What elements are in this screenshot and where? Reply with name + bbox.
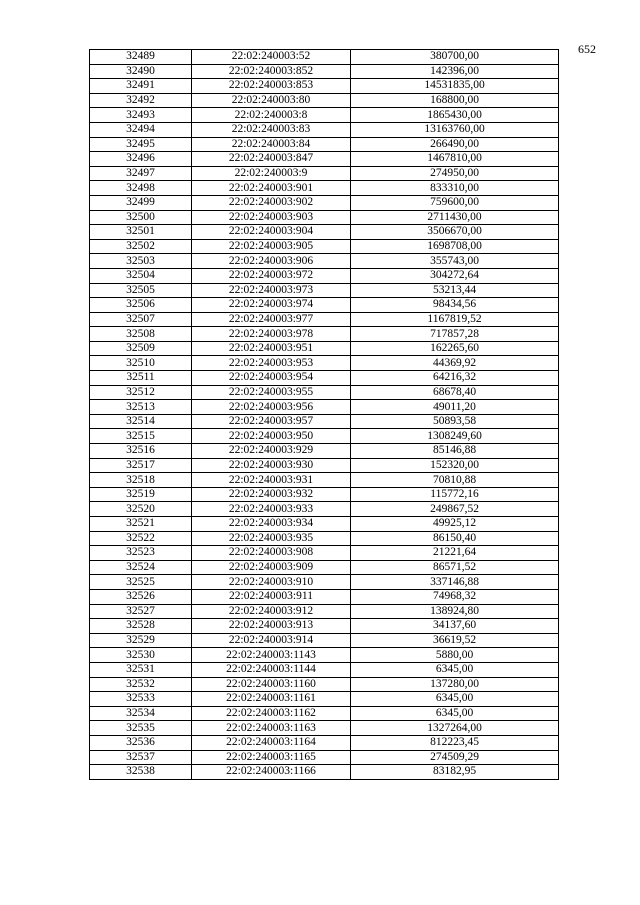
table-row — [90, 122, 559, 137]
cadastral-value-cell: 1467810,00 — [351, 152, 559, 167]
cadastral-number-cell: 22:02:240003:9 — [192, 166, 351, 181]
table-row — [90, 254, 559, 269]
table-row — [90, 137, 559, 152]
row-number-cell: 32516 — [90, 444, 192, 459]
table-row — [90, 692, 559, 707]
table-row — [90, 50, 559, 65]
table-row — [90, 589, 559, 604]
row-number-cell: 32508 — [90, 327, 192, 342]
cadastral-number-cell: 22:02:240003:932 — [192, 487, 351, 502]
table-row — [90, 765, 559, 780]
row-number-cell: 32533 — [90, 692, 192, 707]
cadastral-number-cell: 22:02:240003:909 — [192, 560, 351, 575]
cadastral-value-cell: 49925,12 — [351, 517, 559, 532]
table-row — [90, 152, 559, 167]
page-number: 652 — [578, 42, 596, 56]
table-row — [90, 517, 559, 532]
table-row — [90, 312, 559, 327]
cadastral-value-cell: 1327264,00 — [351, 721, 559, 736]
table-row — [90, 400, 559, 415]
table-row — [90, 283, 559, 298]
row-number-cell: 32521 — [90, 517, 192, 532]
cadastral-value-table — [89, 49, 559, 780]
row-number-cell: 32530 — [90, 648, 192, 663]
table-row — [90, 327, 559, 342]
table-row — [90, 619, 559, 634]
row-number-cell: 32532 — [90, 677, 192, 692]
table-row — [90, 108, 559, 123]
cadastral-value-cell: 1308249,60 — [351, 429, 559, 444]
cadastral-number-cell: 22:02:240003:847 — [192, 152, 351, 167]
row-number-cell: 32501 — [90, 225, 192, 240]
cadastral-number-cell: 22:02:240003:957 — [192, 414, 351, 429]
row-number-cell: 32496 — [90, 152, 192, 167]
cadastral-value-cell: 142396,00 — [351, 64, 559, 79]
cadastral-value-cell: 2711430,00 — [351, 210, 559, 225]
cadastral-value-cell: 3506670,00 — [351, 225, 559, 240]
cadastral-number-cell: 22:02:240003:950 — [192, 429, 351, 444]
cadastral-value-cell: 85146,88 — [351, 444, 559, 459]
cadastral-value-cell: 162265,60 — [351, 341, 559, 356]
cadastral-number-cell: 22:02:240003:906 — [192, 254, 351, 269]
row-number-cell: 32503 — [90, 254, 192, 269]
row-number-cell: 32523 — [90, 546, 192, 561]
cadastral-number-cell: 22:02:240003:902 — [192, 195, 351, 210]
cadastral-number-cell: 22:02:240003:977 — [192, 312, 351, 327]
row-number-cell: 32522 — [90, 531, 192, 546]
cadastral-value-cell: 812223,45 — [351, 735, 559, 750]
cadastral-value-cell: 53213,44 — [351, 283, 559, 298]
table-row — [90, 225, 559, 240]
row-number-cell: 32513 — [90, 400, 192, 415]
row-number-cell: 32500 — [90, 210, 192, 225]
cadastral-value-cell: 49011,20 — [351, 400, 559, 415]
row-number-cell: 32517 — [90, 458, 192, 473]
cadastral-value-cell: 86571,52 — [351, 560, 559, 575]
row-number-cell: 32498 — [90, 181, 192, 196]
cadastral-number-cell: 22:02:240003:852 — [192, 64, 351, 79]
row-number-cell: 32502 — [90, 239, 192, 254]
cadastral-number-cell: 22:02:240003:8 — [192, 108, 351, 123]
cadastral-number-cell: 22:02:240003:930 — [192, 458, 351, 473]
row-number-cell: 32531 — [90, 662, 192, 677]
row-number-cell: 32511 — [90, 371, 192, 386]
row-number-cell: 32489 — [90, 50, 192, 65]
row-number-cell: 32524 — [90, 560, 192, 575]
row-number-cell: 32493 — [90, 108, 192, 123]
table-row — [90, 575, 559, 590]
cadastral-value-cell: 717857,28 — [351, 327, 559, 342]
cadastral-number-cell: 22:02:240003:1161 — [192, 692, 351, 707]
cadastral-number-cell: 22:02:240003:911 — [192, 589, 351, 604]
cadastral-value-cell: 337146,88 — [351, 575, 559, 590]
cadastral-number-cell: 22:02:240003:914 — [192, 633, 351, 648]
cadastral-value-cell: 304272,64 — [351, 268, 559, 283]
row-number-cell: 32494 — [90, 122, 192, 137]
table-row — [90, 633, 559, 648]
table-row — [90, 487, 559, 502]
cadastral-value-cell: 44369,92 — [351, 356, 559, 371]
row-number-cell: 32538 — [90, 765, 192, 780]
table-row — [90, 341, 559, 356]
row-number-cell: 32509 — [90, 341, 192, 356]
table-row — [90, 546, 559, 561]
table-row — [90, 414, 559, 429]
cadastral-value-cell: 70810,88 — [351, 473, 559, 488]
table-row — [90, 93, 559, 108]
cadastral-value-cell: 274509,29 — [351, 750, 559, 765]
cadastral-number-cell: 22:02:240003:974 — [192, 298, 351, 313]
table-row — [90, 371, 559, 386]
cadastral-number-cell: 22:02:240003:973 — [192, 283, 351, 298]
row-number-cell: 32520 — [90, 502, 192, 517]
table-row — [90, 662, 559, 677]
row-number-cell: 32537 — [90, 750, 192, 765]
row-number-cell: 32519 — [90, 487, 192, 502]
cadastral-number-cell: 22:02:240003:908 — [192, 546, 351, 561]
cadastral-number-cell: 22:02:240003:1166 — [192, 765, 351, 780]
cadastral-value-cell: 14531835,00 — [351, 79, 559, 94]
cadastral-value-cell: 115772,16 — [351, 487, 559, 502]
cadastral-number-cell: 22:02:240003:931 — [192, 473, 351, 488]
cadastral-value-cell: 1167819,52 — [351, 312, 559, 327]
table-row — [90, 560, 559, 575]
table-row — [90, 706, 559, 721]
cadastral-number-cell: 22:02:240003:52 — [192, 50, 351, 65]
cadastral-number-cell: 22:02:240003:904 — [192, 225, 351, 240]
cadastral-number-cell: 22:02:240003:80 — [192, 93, 351, 108]
cadastral-number-cell: 22:02:240003:978 — [192, 327, 351, 342]
table-row — [90, 210, 559, 225]
cadastral-value-cell: 833310,00 — [351, 181, 559, 196]
table-row — [90, 166, 559, 181]
row-number-cell: 32514 — [90, 414, 192, 429]
row-number-cell: 32490 — [90, 64, 192, 79]
row-number-cell: 32505 — [90, 283, 192, 298]
cadastral-value-cell: 36619,52 — [351, 633, 559, 648]
row-number-cell: 32504 — [90, 268, 192, 283]
table-row — [90, 677, 559, 692]
cadastral-value-cell: 137280,00 — [351, 677, 559, 692]
cadastral-number-cell: 22:02:240003:954 — [192, 371, 351, 386]
table-body — [90, 50, 559, 780]
cadastral-value-cell: 68678,40 — [351, 385, 559, 400]
row-number-cell: 32535 — [90, 721, 192, 736]
row-number-cell: 32529 — [90, 633, 192, 648]
cadastral-value-cell: 380700,00 — [351, 50, 559, 65]
cadastral-number-cell: 22:02:240003:956 — [192, 400, 351, 415]
row-number-cell: 32506 — [90, 298, 192, 313]
row-number-cell: 32510 — [90, 356, 192, 371]
cadastral-value-cell: 98434,56 — [351, 298, 559, 313]
cadastral-value-cell: 759600,00 — [351, 195, 559, 210]
table-row — [90, 195, 559, 210]
cadastral-number-cell: 22:02:240003:951 — [192, 341, 351, 356]
cadastral-value-cell: 1698708,00 — [351, 239, 559, 254]
cadastral-value-cell: 152320,00 — [351, 458, 559, 473]
cadastral-value-cell: 355743,00 — [351, 254, 559, 269]
cadastral-number-cell: 22:02:240003:910 — [192, 575, 351, 590]
table-row — [90, 298, 559, 313]
table-row — [90, 385, 559, 400]
table-row — [90, 356, 559, 371]
cadastral-number-cell: 22:02:240003:1144 — [192, 662, 351, 677]
table-row — [90, 473, 559, 488]
row-number-cell: 32492 — [90, 93, 192, 108]
cadastral-value-cell: 13163760,00 — [351, 122, 559, 137]
cadastral-number-cell: 22:02:240003:1143 — [192, 648, 351, 663]
cadastral-number-cell: 22:02:240003:913 — [192, 619, 351, 634]
cadastral-number-cell: 22:02:240003:933 — [192, 502, 351, 517]
cadastral-number-cell: 22:02:240003:929 — [192, 444, 351, 459]
cadastral-number-cell: 22:02:240003:955 — [192, 385, 351, 400]
row-number-cell: 32497 — [90, 166, 192, 181]
cadastral-value-cell: 83182,95 — [351, 765, 559, 780]
cadastral-number-cell: 22:02:240003:972 — [192, 268, 351, 283]
cadastral-number-cell: 22:02:240003:83 — [192, 122, 351, 137]
table-row — [90, 648, 559, 663]
table-row — [90, 750, 559, 765]
table-row — [90, 79, 559, 94]
cadastral-number-cell: 22:02:240003:905 — [192, 239, 351, 254]
row-number-cell: 32534 — [90, 706, 192, 721]
table-row — [90, 502, 559, 517]
cadastral-number-cell: 22:02:240003:953 — [192, 356, 351, 371]
cadastral-value-cell: 64216,32 — [351, 371, 559, 386]
table-row — [90, 268, 559, 283]
cadastral-number-cell: 22:02:240003:903 — [192, 210, 351, 225]
cadastral-number-cell: 22:02:240003:1163 — [192, 721, 351, 736]
row-number-cell: 32512 — [90, 385, 192, 400]
table-row — [90, 531, 559, 546]
cadastral-number-cell: 22:02:240003:853 — [192, 79, 351, 94]
cadastral-value-cell: 50893,58 — [351, 414, 559, 429]
cadastral-value-cell: 86150,40 — [351, 531, 559, 546]
table-row — [90, 721, 559, 736]
row-number-cell: 32495 — [90, 137, 192, 152]
cadastral-value-cell: 168800,00 — [351, 93, 559, 108]
table-row — [90, 458, 559, 473]
cadastral-number-cell: 22:02:240003:84 — [192, 137, 351, 152]
table-row — [90, 239, 559, 254]
cadastral-value-cell: 21221,64 — [351, 546, 559, 561]
cadastral-value-cell: 138924,80 — [351, 604, 559, 619]
table-row — [90, 64, 559, 79]
cadastral-value-cell: 1865430,00 — [351, 108, 559, 123]
row-number-cell: 32515 — [90, 429, 192, 444]
cadastral-value-cell: 6345,00 — [351, 706, 559, 721]
row-number-cell: 32528 — [90, 619, 192, 634]
cadastral-value-cell: 34137,60 — [351, 619, 559, 634]
row-number-cell: 32491 — [90, 79, 192, 94]
cadastral-number-cell: 22:02:240003:1164 — [192, 735, 351, 750]
table-row — [90, 604, 559, 619]
row-number-cell: 32536 — [90, 735, 192, 750]
cadastral-number-cell: 22:02:240003:1160 — [192, 677, 351, 692]
cadastral-number-cell: 22:02:240003:1162 — [192, 706, 351, 721]
cadastral-value-cell: 5880,00 — [351, 648, 559, 663]
cadastral-number-cell: 22:02:240003:901 — [192, 181, 351, 196]
cadastral-number-cell: 22:02:240003:934 — [192, 517, 351, 532]
cadastral-value-cell: 274950,00 — [351, 166, 559, 181]
table-row — [90, 181, 559, 196]
cadastral-number-cell: 22:02:240003:935 — [192, 531, 351, 546]
row-number-cell: 32526 — [90, 589, 192, 604]
cadastral-value-cell: 6345,00 — [351, 692, 559, 707]
cadastral-value-cell: 266490,00 — [351, 137, 559, 152]
cadastral-value-cell: 74968,32 — [351, 589, 559, 604]
row-number-cell: 32499 — [90, 195, 192, 210]
cadastral-number-cell: 22:02:240003:912 — [192, 604, 351, 619]
cadastral-value-cell: 249867,52 — [351, 502, 559, 517]
cadastral-number-cell: 22:02:240003:1165 — [192, 750, 351, 765]
cadastral-value-cell: 6345,00 — [351, 662, 559, 677]
row-number-cell: 32518 — [90, 473, 192, 488]
table-row — [90, 429, 559, 444]
row-number-cell: 32527 — [90, 604, 192, 619]
table-row — [90, 444, 559, 459]
row-number-cell: 32525 — [90, 575, 192, 590]
table-row — [90, 735, 559, 750]
row-number-cell: 32507 — [90, 312, 192, 327]
